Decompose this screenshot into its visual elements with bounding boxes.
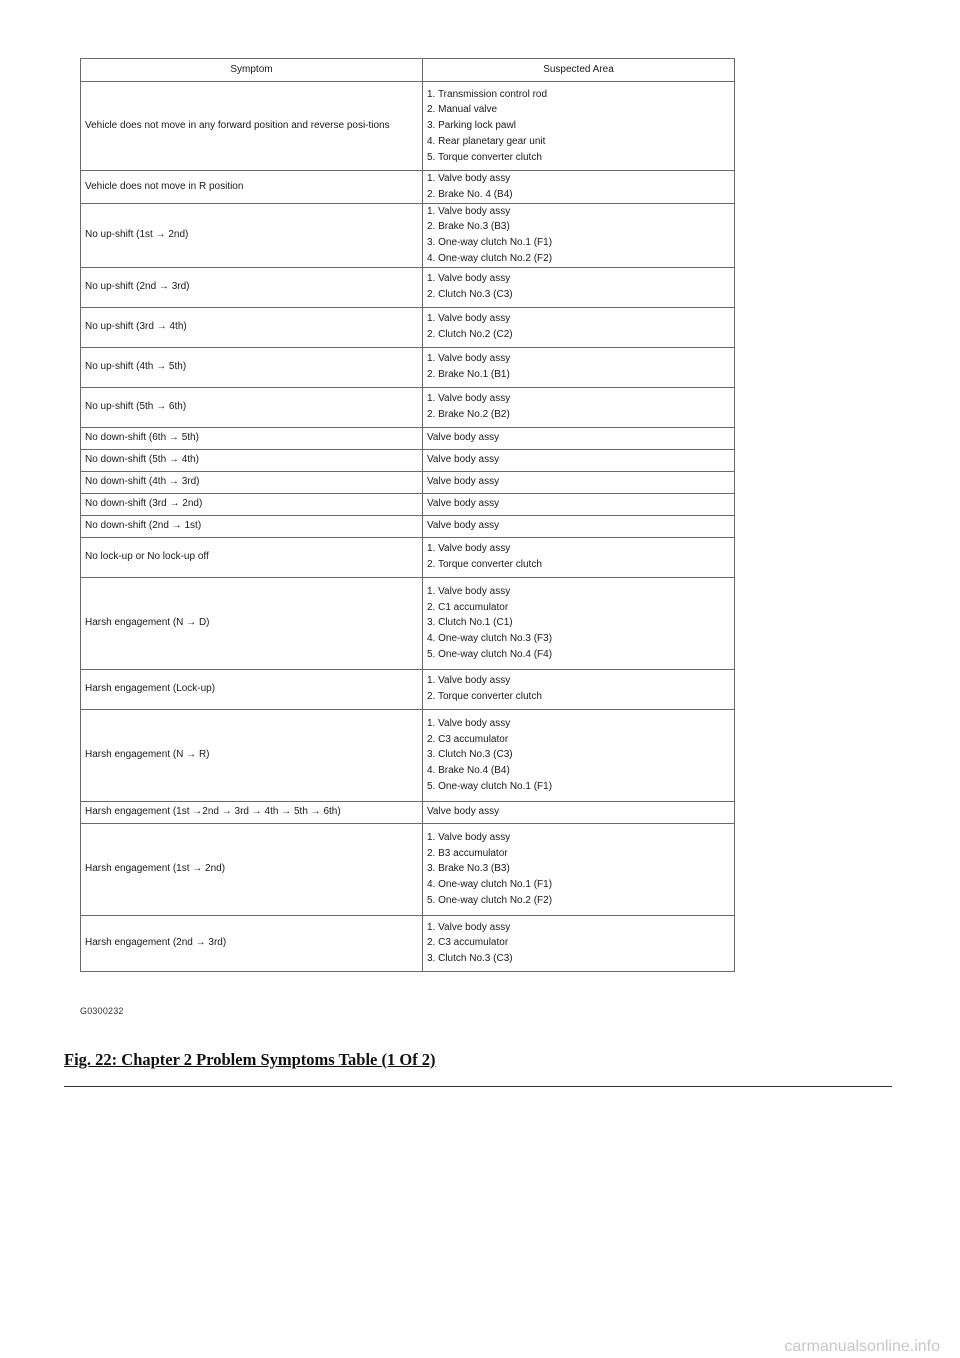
- suspected-area-cell: [423, 709, 735, 801]
- suspected-area-item: 2. C3 accumulator: [427, 937, 509, 949]
- table-row: [81, 171, 735, 204]
- table-row: [81, 709, 735, 801]
- symptoms-figure: [80, 58, 734, 972]
- symptom-cell: Harsh engagement (1st →2nd → 3rd → 4th → 5th → 6th): [81, 801, 423, 823]
- symptom-cell: No up-shift (2nd → 3rd): [81, 267, 423, 307]
- suspected-area-item: 3. Parking lock pawl: [427, 120, 516, 132]
- table-row: [81, 823, 735, 915]
- suspected-area-cell: [423, 82, 735, 171]
- figure-id: G0300232: [80, 1006, 124, 1016]
- suspected-area-item: 2. Manual valve: [427, 104, 498, 116]
- table-row: [81, 203, 735, 267]
- suspected-area-item: 2. Brake No.2 (B2): [427, 409, 510, 421]
- table-row: [81, 669, 735, 709]
- suspected-area-item: 2. Brake No.3 (B3): [427, 221, 510, 233]
- suspected-area-item: 4. One-way clutch No.1 (F1): [427, 879, 553, 891]
- symptom-cell: Harsh engagement (2nd → 3rd): [81, 915, 423, 971]
- symptom-cell: No lock-up or No lock-up off: [81, 537, 423, 577]
- suspected-area-cell: [423, 493, 735, 515]
- suspected-area-item: 2. B3 accumulator: [427, 847, 508, 859]
- symptom-cell: Harsh engagement (N → D): [81, 577, 423, 669]
- suspected-area-cell: [423, 427, 735, 449]
- suspected-area-item: 1. Valve body assy: [427, 543, 511, 555]
- suspected-area-item: 2. Brake No.1 (B1): [427, 369, 510, 381]
- suspected-area-cell: [423, 537, 735, 577]
- suspected-area-item: 2. Torque converter clutch: [427, 691, 542, 703]
- suspected-area-item: 2. Clutch No.2 (C2): [427, 329, 513, 341]
- table-row: [81, 449, 735, 471]
- table-row: [81, 471, 735, 493]
- horizontal-rule: [64, 1086, 892, 1087]
- suspected-area-item: Valve body assy: [427, 520, 500, 532]
- table-row: [81, 427, 735, 449]
- table-row: [81, 801, 735, 823]
- symptom-cell: Harsh engagement (1st → 2nd): [81, 823, 423, 915]
- suspected-area-item: 4. Brake No.4 (B4): [427, 765, 510, 777]
- suspected-area-item: 1. Valve body assy: [427, 831, 511, 843]
- suspected-area-item: Valve body assy: [427, 498, 500, 510]
- suspected-area-item: 5. One-way clutch No.2 (F2): [427, 894, 553, 906]
- suspected-area-item: 5. One-way clutch No.4 (F4): [427, 648, 553, 660]
- suspected-area-item: Valve body assy: [427, 432, 500, 444]
- symptom-cell: Harsh engagement (Lock-up): [81, 669, 423, 709]
- suspected-area-cell: [423, 801, 735, 823]
- suspected-area-item: 1. Valve body assy: [427, 353, 511, 365]
- suspected-area-item: 2. C3 accumulator: [427, 733, 509, 745]
- suspected-area-cell: [423, 669, 735, 709]
- suspected-area-item: Valve body assy: [427, 476, 500, 488]
- suspected-area-cell: [423, 203, 735, 267]
- table-row: [81, 387, 735, 427]
- symptom-cell: Vehicle does not move in R position: [81, 171, 423, 204]
- suspected-area-cell: [423, 387, 735, 427]
- suspected-area-item: 3. One-way clutch No.1 (F1): [427, 237, 553, 249]
- suspected-area-item: 1. Valve body assy: [427, 921, 511, 933]
- suspected-area-item: 2. C1 accumulator: [427, 601, 509, 613]
- suspected-area-cell: [423, 915, 735, 971]
- symptom-cell: No up-shift (3rd → 4th): [81, 307, 423, 347]
- problem-symptoms-table: [80, 58, 735, 972]
- suspected-area-item: 2. Torque converter clutch: [427, 559, 542, 571]
- suspected-area-cell: [423, 449, 735, 471]
- suspected-area-item: 1. Valve body assy: [427, 393, 511, 405]
- suspected-area-item: 1. Valve body assy: [427, 273, 511, 285]
- table-header-row: [81, 59, 735, 82]
- table-row: [81, 267, 735, 307]
- suspected-area-item: 1. Valve body assy: [427, 717, 511, 729]
- symptom-cell: No down-shift (2nd → 1st): [81, 515, 423, 537]
- watermark: carmanualsonline.info: [784, 1338, 940, 1355]
- suspected-area-cell: [423, 471, 735, 493]
- table-row: [81, 577, 735, 669]
- suspected-area-item: 5. Torque converter clutch: [427, 151, 542, 163]
- suspected-area-item: 2. Clutch No.3 (C3): [427, 289, 513, 301]
- suspected-area-item: 3. Brake No.3 (B3): [427, 863, 510, 875]
- table-row: [81, 307, 735, 347]
- symptom-cell: No down-shift (5th → 4th): [81, 449, 423, 471]
- symptom-cell: No down-shift (4th → 3rd): [81, 471, 423, 493]
- suspected-area-cell: [423, 171, 735, 204]
- suspected-area-item: 1. Valve body assy: [427, 675, 511, 687]
- suspected-area-item: 1. Valve body assy: [427, 173, 511, 184]
- suspected-area-item: 1. Valve body assy: [427, 313, 511, 325]
- table-row: [81, 493, 735, 515]
- table-row: [81, 537, 735, 577]
- table-row: [81, 515, 735, 537]
- suspected-area-item: 4. One-way clutch No.3 (F3): [427, 633, 553, 645]
- suspected-area-cell: [423, 267, 735, 307]
- suspected-area-item: 1. Transmission control rod: [427, 88, 548, 100]
- suspected-area-item: Valve body assy: [427, 454, 500, 466]
- table-row: [81, 915, 735, 971]
- table-row: [81, 82, 735, 171]
- suspected-area-item: 1. Valve body assy: [427, 205, 511, 217]
- symptom-cell: No down-shift (6th → 5th): [81, 427, 423, 449]
- suspected-area-cell: [423, 347, 735, 387]
- suspected-area-item: 1. Valve body assy: [427, 585, 511, 597]
- suspected-area-item: 2. Brake No. 4 (B4): [427, 188, 513, 200]
- suspected-area-cell: [423, 823, 735, 915]
- symptom-cell: No down-shift (3rd → 2nd): [81, 493, 423, 515]
- table-row: [81, 347, 735, 387]
- suspected-area-column-header: Suspected Area: [423, 59, 735, 82]
- suspected-area-item: 3. Clutch No.1 (C1): [427, 617, 513, 629]
- symptom-cell: No up-shift (5th → 6th): [81, 387, 423, 427]
- symptom-cell: No up-shift (4th → 5th): [81, 347, 423, 387]
- suspected-area-cell: [423, 515, 735, 537]
- suspected-area-item: 4. Rear planetary gear unit: [427, 135, 546, 147]
- suspected-area-item: Valve body assy: [427, 806, 500, 818]
- suspected-area-item: 3. Clutch No.3 (C3): [427, 749, 513, 761]
- suspected-area-item: 5. One-way clutch No.1 (F1): [427, 780, 553, 792]
- table-body: [81, 82, 735, 972]
- suspected-area-item: 3. Clutch No.3 (C3): [427, 953, 513, 965]
- suspected-area-cell: [423, 577, 735, 669]
- suspected-area-item: 4. One-way clutch No.2 (F2): [427, 252, 553, 264]
- symptom-cell: Harsh engagement (N → R): [81, 709, 423, 801]
- suspected-area-cell: [423, 307, 735, 347]
- symptom-cell: Vehicle does not move in any forward position and reverse posi-tions: [81, 82, 423, 171]
- symptom-column-header: Symptom: [81, 59, 423, 82]
- figure-caption[interactable]: Fig. 22: Chapter 2 Problem Symptoms Table (1 Of 2): [64, 1050, 436, 1069]
- symptom-cell: No up-shift (1st → 2nd): [81, 203, 423, 267]
